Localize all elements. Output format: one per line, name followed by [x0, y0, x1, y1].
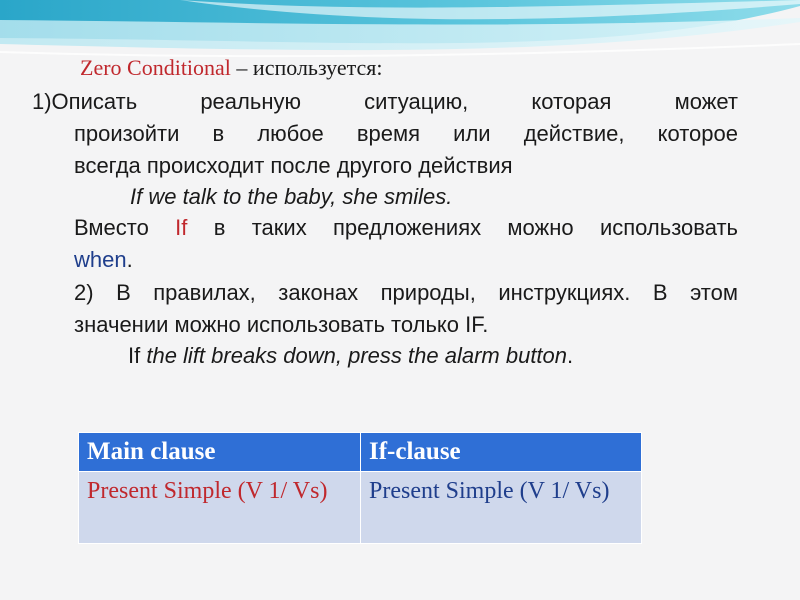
when-keyword: when — [74, 247, 127, 272]
example2-text: the lift breaks down, press the alarm button — [146, 343, 568, 368]
instead-line1: Вместо If в таких предложениях можно использовать — [74, 215, 738, 240]
point1-line1: 1)Описать реальную ситуацию, которая может — [32, 89, 738, 114]
heading-term: Zero Conditional — [80, 55, 231, 80]
table-row — [79, 472, 642, 544]
point1-line3: всегда происходит после другого действия — [74, 153, 513, 178]
heading-rest: – используется: — [230, 55, 383, 80]
if-keyword: If — [175, 215, 188, 240]
example2-if: If — [128, 343, 147, 368]
instead-line2: when. — [74, 247, 133, 272]
slide-heading — [80, 55, 383, 81]
point2-line1: 2) В правилах, законах природы, инструкциях. В этом — [74, 280, 738, 305]
cell-main-clause: Present Simple (V 1/ Vs) — [79, 472, 361, 544]
header-main-clause: Main clause — [79, 433, 361, 472]
example-1: If we talk to the baby, she smiles. — [130, 184, 453, 209]
example-2: If the lift breaks down, press the alarm button. — [128, 343, 574, 368]
header-if-clause: If-clause — [361, 433, 642, 472]
point1-line2: произойти в любое время или действие, которое — [74, 121, 738, 146]
point2-line2: значении можно использовать только IF. — [74, 312, 489, 337]
conditional-table — [78, 432, 642, 544]
cell-if-clause: Present Simple (V 1/ Vs) — [361, 472, 642, 544]
table-header-row — [79, 433, 642, 472]
